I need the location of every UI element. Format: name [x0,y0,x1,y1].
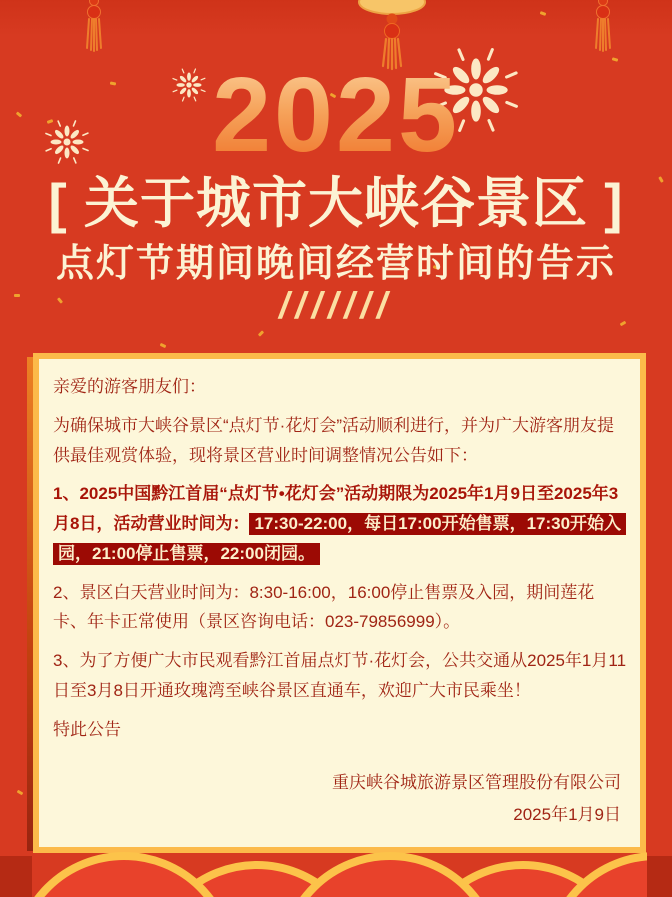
notice-body [39,359,640,830]
notice-item-3: 3、为了方便广大市民观看黔江首届点灯节·花灯会，公共交通从2025年1月11日至3月8日开通玫瑰湾至峡谷景区直通车，欢迎广大市民乘坐！ [53,651,627,700]
greeting-text: 亲爱的游客朋友们： [53,377,206,396]
notice-item-1-prefix: 1、2025中国黔江首届“点灯节•花灯会”活动期限为2025年1月9日至2025年3月8日，活动营业时间为： [53,484,619,533]
announcement-date: 2025年1月9日 [513,805,621,824]
company-signature: 重庆峡谷城旅游景区管理股份有限公司 [332,773,621,793]
closing-text: 特此公告 [53,719,121,739]
notice-card [33,353,646,853]
poster-title-line1: [ 关于城市大峡谷景区 ] [48,172,624,234]
notice-item-2: 2、景区白天营业时间为：8:30-16:00，16:00停止售票及入园，期间莲花卡、年卡正常使用（景区咨询电话：023-79856999）。 [53,582,595,632]
notice-item-1-highlight: 17:30-22:00，每日17:00开始售票，17:30开始入园，21:00停止售票，22:00闭园。 [53,513,626,565]
intro-paragraph: 为确保城市大峡谷景区“点灯节·花灯会”活动顺利进行，并为广大游客朋友提供最佳观赏体验，现将景区营业时间调整情况公告如下： [53,415,614,465]
confetti-speck [540,11,547,16]
slashes-decoration: /////// [279,285,393,326]
confetti-speck [258,330,264,336]
confetti-speck [17,790,24,796]
notice-item-1 [53,479,627,568]
confetti-speck [160,343,167,348]
lantern-scallop-trim [29,852,647,897]
tassel-right-icon [588,0,618,56]
year-headline: 2025 [0,60,672,171]
poster-title-line2: 点灯节期间晚间经营时间的告示 [55,243,616,285]
tassel-left-icon [79,0,109,56]
bottom-left-dark-corner [0,856,32,897]
